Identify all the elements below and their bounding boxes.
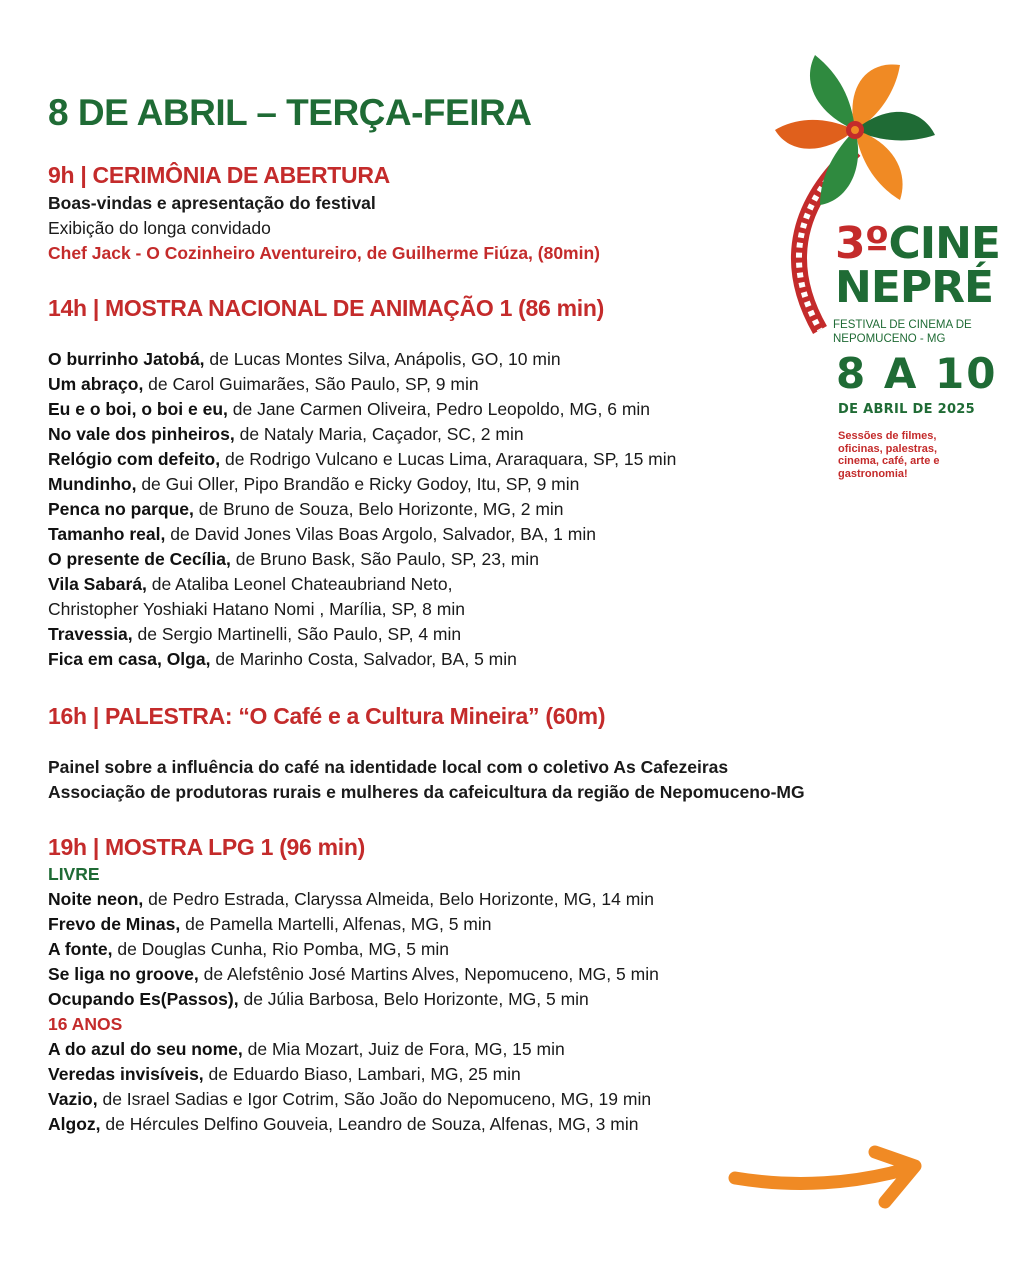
film-credits: de Gui Oller, Pipo Brandão e Ricky Godoy, Itu, SP, 9 min [136, 474, 580, 494]
film-title: Relógio com defeito, [48, 449, 221, 469]
section-heading-palestra: 16h | PALESTRA: “O Café e a Cultura Mineira” (60m) [48, 703, 606, 729]
section-heading-abertura: 9h | CERIMÔNIA DE ABERTURA [48, 162, 390, 188]
animacao-film-entry [48, 547, 676, 572]
film-credits: de Israel Sadias e Igor Cotrim, São João do Nepomuceno, MG, 19 min [97, 1089, 652, 1109]
film-credits: de Douglas Cunha, Rio Pomba, MG, 5 min [112, 939, 450, 959]
film-title: Penca no parque, [48, 499, 194, 519]
film-title: O burrinho Jatobá, [48, 349, 205, 369]
livre-film-entry [48, 937, 659, 962]
petal-orange-2 [855, 130, 903, 200]
film-title: A do azul do seu nome, [48, 1039, 243, 1059]
film-title: Mundinho, [48, 474, 137, 494]
film-credits: de Lucas Montes Silva, Anápolis, GO, 10 min [204, 349, 561, 369]
film-title: No vale dos pinheiros, [48, 424, 235, 444]
film-credits: de Rodrigo Vulcano e Lucas Lima, Araraquara, SP, 15 min [220, 449, 677, 469]
film-credits: de Bruno Bask, São Paulo, SP, 23, min [230, 549, 539, 569]
film-title: Algoz, [48, 1114, 101, 1134]
animacao-film-entry [48, 397, 676, 422]
film-title: Noite neon, [48, 889, 144, 909]
film-title: Vila Sabará, [48, 574, 147, 594]
film-credits: de Nataly Maria, Caçador, SC, 2 min [234, 424, 524, 444]
rating-label-livre: LIVRE [48, 864, 100, 884]
film-title: Se liga no groove, [48, 964, 199, 984]
animacao-film-entry [48, 497, 676, 522]
lpg-livre-film-list [48, 887, 659, 1012]
animacao-film-entry [48, 522, 676, 547]
dezesseis-film-entry [48, 1062, 651, 1087]
palestra-line-1: Painel sobre a influência do café na identidade local com o coletivo As Cafezeiras [48, 757, 729, 777]
animacao-film-entry [48, 372, 676, 397]
lpg-16-film-list [48, 1037, 651, 1137]
livre-film-entry [48, 987, 659, 1012]
page-title: 8 DE ABRIL – TERÇA-FEIRA [48, 92, 532, 133]
dezesseis-film-entry [48, 1087, 651, 1112]
film-credits: de Júlia Barbosa, Belo Horizonte, MG, 5 min [238, 989, 589, 1009]
film-title: A fonte, [48, 939, 113, 959]
film-title: Travessia, [48, 624, 133, 644]
livre-film-entry [48, 912, 659, 937]
film-credits: de Pedro Estrada, Claryssa Almeida, Belo Horizonte, MG, 14 min [143, 889, 654, 909]
film-credits: Christopher Yoshiaki Hatano Nomi , Marília, SP, 8 min [48, 599, 465, 619]
film-credits: de Marinho Costa, Salvador, BA, 5 min [210, 649, 517, 669]
film-credits: de Hércules Delfino Gouveia, Leandro de Souza, Alfenas, MG, 3 min [100, 1114, 639, 1134]
animacao-film-entry [48, 422, 676, 447]
dezesseis-film-entry [48, 1112, 651, 1137]
film-credits: de Pamella Martelli, Alfenas, MG, 5 min [180, 914, 492, 934]
logo-month-year: DE ABRIL DE 2025 [838, 402, 976, 417]
film-title: Eu e o boi, o boi e eu, [48, 399, 228, 419]
animacao-film-entry [48, 597, 676, 622]
abertura-line-2: Exibição do longa convidado [48, 218, 271, 238]
film-title: Frevo de Minas, [48, 914, 181, 934]
logo-wordmark: 3ºCINE NEPRÉ [835, 218, 1000, 313]
film-title: Um abraço, [48, 374, 144, 394]
petal-green-3 [810, 55, 855, 130]
animacao-film-entry [48, 472, 676, 497]
animacao-film-entry [48, 622, 676, 647]
livre-film-entry [48, 962, 659, 987]
section-heading-lpg: 19h | MOSTRA LPG 1 (96 min) [48, 834, 365, 860]
film-title: Ocupando Es(Passos), [48, 989, 239, 1009]
film-title: Vazio, [48, 1089, 98, 1109]
logo-tagline: Sessões de filmes, oficinas, palestras, cinema, café, arte e gastronomia! [838, 430, 940, 480]
film-credits: de Ataliba Leonel Chateaubriand Neto, [146, 574, 453, 594]
abertura-feature-film: Chef Jack - O Cozinheiro Aventureiro, de Guilherme Fiúza, (80min) [48, 243, 601, 263]
animacao-film-entry [48, 347, 676, 372]
film-title: Veredas invisíveis, [48, 1064, 204, 1084]
palestra-line-2: Associação de produtoras rurais e mulheres da cafeicultura da região de Nepomuceno-MG [48, 782, 805, 802]
film-credits: de David Jones Vilas Boas Argolo, Salvador, BA, 1 min [165, 524, 596, 544]
film-title: Tamanho real, [48, 524, 166, 544]
logo-subtitle: FESTIVAL DE CINEMA DE NEPOMUCENO - MG [833, 319, 972, 345]
film-credits: de Bruno de Souza, Belo Horizonte, MG, 2 min [193, 499, 564, 519]
animacao-film-entry [48, 647, 676, 672]
film-credits: de Carol Guimarães, São Paulo, SP, 9 min [143, 374, 479, 394]
dezesseis-film-entry [48, 1037, 651, 1062]
film-credits: de Sergio Martinelli, São Paulo, SP, 4 min [132, 624, 462, 644]
rating-label-16: 16 ANOS [48, 1014, 123, 1034]
livre-film-entry [48, 887, 659, 912]
animacao-film-entry [48, 447, 676, 472]
abertura-line-1: Boas-vindas e apresentação do festival [48, 193, 376, 213]
film-title: Fica em casa, Olga, [48, 649, 211, 669]
film-credits: de Jane Carmen Oliveira, Pedro Leopoldo, MG, 6 min [227, 399, 651, 419]
film-credits: de Alefstênio José Martins Alves, Nepomuceno, MG, 5 min [198, 964, 659, 984]
animacao-film-entry [48, 572, 676, 597]
next-arrow-icon[interactable] [725, 1140, 935, 1220]
film-credits: de Eduardo Biaso, Lambari, MG, 25 min [203, 1064, 521, 1084]
logo-dates: 8 A 10 [836, 349, 998, 398]
section-heading-animacao: 14h | MOSTRA NACIONAL DE ANIMAÇÃO 1 (86 min) [48, 295, 604, 321]
film-credits: de Mia Mozart, Juiz de Fora, MG, 15 min [242, 1039, 565, 1059]
film-title: O presente de Cecília, [48, 549, 231, 569]
animacao-film-list [48, 347, 676, 672]
